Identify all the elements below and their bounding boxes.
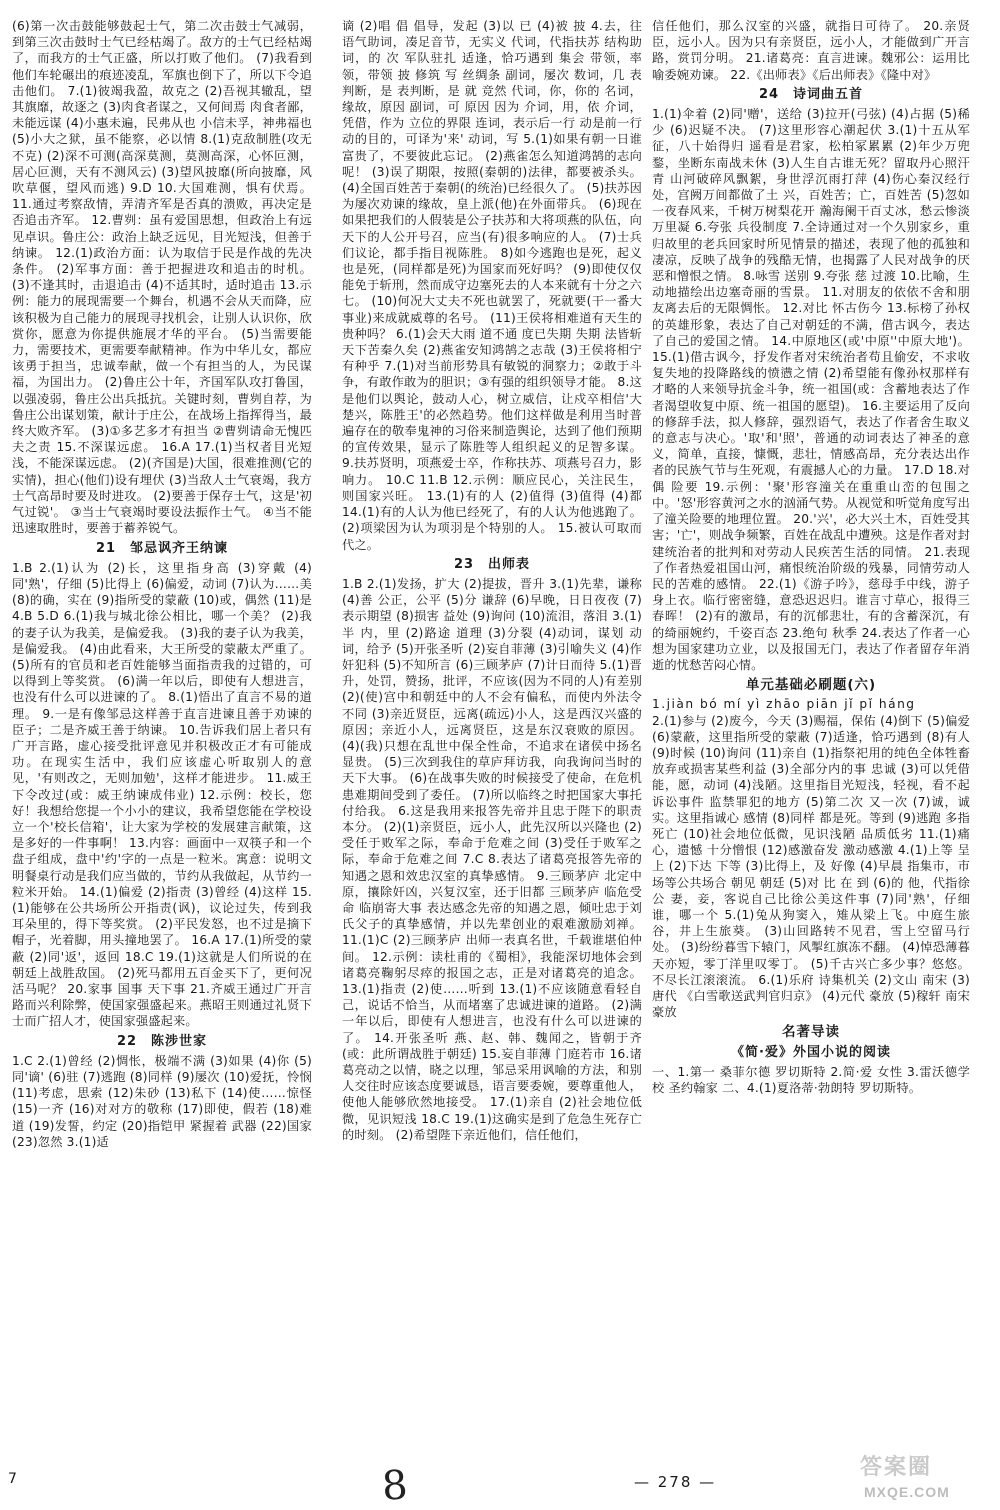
section-heading-unit-review: 单元基础必刷题(六) bbox=[745, 677, 877, 694]
answer-text-block: 1.(1)伞着 (2)同'赠'，送给 (3)拉开(弓弦) (4)占据 (5)稀少 (6)迟疑不决。 (7)这里形容心潮起伏 3.(1)十五从军征，八十始得归 遥看是君家，松柏冢累累 (2)年少万兜鍪，坐断东南战未休 (3)人生自古谁无死？留取丹心照汗青 山河破碎风飘絮，身世浮沉雨打萍 (4)伤心秦汉经行处，宫阙万间都做了土 兴，百姓苦；亡，百姓苦 (5)忽如一夜春风来，千树万树梨花开 瀚海阑干百丈冰，愁云惨淡万里凝 6.夸张 兵役制度 7.全诗通过对一个久别家乡，重归故里的老兵回家时所见情景的描述，表现了他的孤独和凄凉，反映了战争的残酷无情，也揭露了人民对战争的厌恶和憎恨之情。 8.咏雪 送别 9.夸张 慈 过渡 10.比喻，生动地描绘出边塞奇丽的雪景。 11.对朋友的依依不舍和朋友离去后的无限惆怅。 12.对比 怀古伤今 13.标榜了孙权的英雄形象，表达了自己对朝廷的不满，借古讽今，表达了自己的爱国之情。 14.中原地区(或'中原''中原大地')。 15.(1)借古讽今，抒发作者对宋统治者苟且偷安，不求收复失地的投降路线的愤懑之情 (2)希望能有像孙权那样有才略的人来领导抗金斗争，统一祖国(或：含蓄地表达了作者渴望收复中原、统一祖国的愿望)。 16.主要运用了反向的修辞手法，拟人修辞，强烈语气，表达了作者舍生取义的意志与决心。'取'和'照'，普通的动词表达了神圣的意义，简单，直接，慷慨，悲壮，情感高昂，充分表达出作者的民族气节与生死观，有震撼人心的力量。 17.D 18.对偶 险要 19.示例：'聚'形容潼关在重重山峦的包围之中。'怒'形容黄河之水的汹涌气势。从视觉和听觉角度写出了潼关险要的地理位置。 20.'兴'，必大兴土木，百姓受其害；'亡'，则战争频繁，百姓在战乱中遭殃。这是作者对封建统治者的批判和对劳动人民疾苦生活的同情。 21.表现了作者热爱祖国山河，痛恨统治阶级的残暴，同情劳动人民的苦难的感情。 22.(1)《游子吟》，慈母手中线，游子身上衣。临行密密缝，意恐迟迟归。谁言寸草心，报得三春晖！ (2)有的激昂，有的沉郁悲壮，有的含蓄深沉，有的绮丽婉约，千姿百态 23.绝句 秋季 24.表达了作者一心想为国家建功立业，以及报国无门，表达了作者留存年消逝的忧愁苦闷心情。 bbox=[652, 107, 970, 672]
section-heading-23: 23 出师表 bbox=[453, 556, 531, 572]
answer-column-middle bbox=[342, 18, 642, 1436]
answer-text-block: 1.C 2.(1)曾经 (2)惆怅，极端不满 (3)如果 (4)你 (5)同'谪' (6)驻 (7)逃跑 (8)同样 (9)屡次 (10)爱抚，怜悯 (11)考虑，思索 (12)朱砂 (13)私下 (14)使……惊怪 (15)一齐 (16)对对方的敬称 (17)即使，假若 (18)难道 (19)发誓，约定 (20)指铠甲 紧握着 武器 (22)国家 (23)忽然 3.(1)适 bbox=[12, 1053, 312, 1149]
answer-text-block: 信任他们，那么汉室的兴盛，就指日可待了。 20.亲贤臣，远小人。因为只有亲贤臣，远小人，才能做到广开言路，赏罚分明。 21.诸葛亮：直言进谏。魏邪公：运用比喻委婉劝谏。 22.《出师表》《后出师表》《隆中对》 bbox=[652, 19, 970, 82]
page-number: — 278 — bbox=[634, 1473, 717, 1491]
watermark-text: 答案圈 bbox=[860, 1455, 933, 1480]
answer-text-block: 1.B 2.(1)发扬，扩大 (2)提拔，晋升 3.(1)先辈，谦称 (4)善 公正，公平 (5)分 谦辞 (6)早晚，日日夜夜 (7)表示期望 (8)损害 益处 (9)询问 (10)流泪，落泪 3.(1)半 内，里 (2)路途 道理 (3)分裂 (4)动词，谋划 动词，给予 (5)开张圣听 (2)妄自菲薄 (3)引喻失义 (4)作奸犯科 (5)不知所言 (6)三顾茅庐 (7)计日而待 5.(1)晋升，处罚，赞扬，批评，不应该(因为不同的人)有差别 (2)(使)宫中和朝廷中的人不会有偏私，而使内外法令不同 (3)亲近贤臣，远离(疏远)小人，这是西汉兴盛的原因；亲近小人，远离贤臣，这是东汉衰败的原因。 (4)(我)只想在乱世中保全性命，不追求在诸侯中扬名显贵。 (5)三次到我住的草庐拜访我，向我询问当时的天下大事。 (6)在战事失败的时候接受了使命，在危机患难期间受到了委任。 (7)所以临终之时把国家大事托付给我。 6.这是我用来报答先帝并且忠于陛下的职责本分。 (2)(1)亲贤臣，远小人，此先汉所以兴隆也 (2)受任于败军之际，奉命于危难之间 (3)受任于败军之际，奉命于危难之间 7.C 8.表达了诸葛亮报答先帝的知遇之恩和效忠汉室的真挚感情。 9.三顾茅庐 北定中原，攘除奸凶，兴复汉室，还于旧都 三顾茅庐 临危受命 临崩寄大事 表达感念先帝的知遇之恩，倾吐忠于刘氏父子的真挚感情，并以先辈创业的艰难激励刘禅。 11.(1)C (2)三顾茅庐 出师一表真名世，千载谁堪伯仲间。 12.示例：读杜甫的《蜀相》，我能深切地体会到诸葛亮鞠躬尽瘁的报国之志，正是对诸葛亮的追念。 13.(1)指责 (2)使……听到 13.(1)不应该随意看轻自己，说话不恰当，从而堵塞了忠诚进谏的道路。 (2)满一年以后，即使有人想进言，也没有什么可以进谏的了。 14.开张圣听 燕、赵、韩、魏闻之，皆朝于齐(或：此所谓战胜于朝廷) 15.妄自菲薄 门庭若市 16.诸葛亮动之以情，晓之以理，邹忌采用讽喻的方法，和别人交往时应该态度要诚恳，语言要委婉，要尊重他人，使他人能够欣然地接受。 17.(1)亲自 (2)社会地位低微，见识短浅 18.C 19.(1)这确实是到了危急生死存亡的时刻。 (2)希望陛下亲近他们，信任他们， bbox=[342, 576, 642, 1142]
answer-text-block: 一、1.第一 桑菲尔德 罗切斯特 2.简·爱 女性 3.雷沃德学校 圣约翰家 二、4.(1)夏洛蒂·勃朗特 罗切斯特。 bbox=[652, 1064, 970, 1095]
answer-text-block: 2.(1)参与 (2)废今，今天 (3)赐福，保佑 (4)倒下 (5)偏爱 (6)蒙蔽，这里指所受的蒙蔽 (7)适逢，恰巧遇到 (8)有人 (9)时候 (10)询问 (11)亲自 (1)指祭祀用的纯色全体牲畜 放弃或损害某些利益 (3)全部分内的事 忠诚 (3)可以凭借 能，愿，动词 (4)浅陋。这里指目光短浅，轻视，看不起 诉讼事件 监禁罪犯的地方 (5)第二次 又一次 (7)诚，诚实。这里指诚心 感情 (8)同样 都是死。等到 (9)逃跑 多指死亡 (10)社会地位低微，见识浅陋 品质低劣 11.(1)痛心，遗憾 十分憎恨 (12)感激奋发 激动感激 4.(1)上等 呈上 (2)下达 下等 (3)比得上，及 好像 (4)早晨 指集市，市场等公共场合 朝见 朝廷 (5)对 比 在 到 (6)的 他，代指徐公 妻，妾，客说自己比徐公美这件事 (7)同'熟'，仔细 谁，哪一个 5.(1)兔从狗窦入，雉从梁上飞。中庭生旅谷，井上生旅葵。 (3)山回路转不见君，雪上空留马行处。 (3)纷纷暮雪下辕门，风掣红旗冻不翻。 (4)悼恐薄暮天亦短，零丁洋里叹零丁。 (5)千古兴亡多少事？悠悠。不尽长江滚滚流。 6.(1)乐府 诗集机关 (2)文山 南宋 (3)唐代 《白雪歌送武判官归京》 (4)元代 豪放 (5)稼轩 南宋 豪放 bbox=[652, 713, 970, 1020]
margin-mark: 7 bbox=[8, 1471, 17, 1487]
answer-text-block: (6)第一次击鼓能够鼓起士气，第二次击鼓士气减弱，到第三次击鼓时士气已经枯竭了。敌方的士气已经枯竭了，而我方的士气正盛，所以打败了他们。 (7)我看到他们车轮碾出的痕迹凌乱，军旗也倒下了，所以下令追击他们。 7.(1)彼竭我盈，故克之 (2)吾视其辙乱，望其旗靡，故逐之 (3)肉食者谋之，又何间焉 肉食者鄙，未能远谋 (4)小惠未遍，民弗从也 小信未孚，神弗福也 (5)小大之狱，虽不能察，必以情 8.(1)克敌制胜(攻无不克) (2)深不可测(高深莫测，莫测高深，心怀叵测，居心叵测，天有不测风云) (3)望风披靡(所向披靡，风吹草偃，望风而逃) 9.D 10.大国难测，惧有伏焉。 11.通过考察敌情，弄清齐军是否真的溃败，再决定是否追击齐军。 12.曹刿：虽有爱国思想，但政治上有远见卓识。鲁庄公：政治上缺乏远见，目光短浅，但善于纳谏。 12.(1)政治方面：认为取信于民是作战的先决条件。 (2)军事方面：善于把握进攻和追击的时机。 (3)不逢其时，击退追击 (4)不适其时，适时追击 13.示例：能力的展现需要一个舞台，机遇不会从天而降，应该积极为自己能力的展现寻找机会，让别人认识你，欣赏你，愿意为你提供施展才华的平台。 (5)当需要能力，需要技术，更需要奉献精神。作为中华儿女，都应该勇于担当，忠诚奉献，做一个有担当的人，为民谋福，为国出力。 (2)鲁庄公十年，齐国军队攻打鲁国，以强凌弱，鲁庄公出兵抵抗。关键时刻，曹刿自荐，为鲁庄公出谋划策，献计于庄公，在战场上指挥得当，最终大败齐军。 (3)①多艺多才有担当 ②曹刿请命无愧匹夫之责 15.不深谋远虑。 16.A 17.(1)当权者目光短浅，不能深谋远虑。 (2)(齐国是)大国，很难推测(它的实情)，担心(他们)设有埋伏 (3)当敌人士气衰竭，我方士气高昂时要及时进攻。 (2)要善于保存士气，这是'初气过锐'。 ③当士气衰竭时要设法振作士气。 ④当不能迅速取胜时，要善于蓄养锐气。 bbox=[12, 19, 312, 536]
section-subheading-jane-eyre: 《简·爱》外国小说的阅读 bbox=[731, 1044, 891, 1060]
answer-text-block: 1.B 2.(1)认为 (2)长，这里指身高 (3)穿戴 (4)同'熟'，仔细 (5)比得上 (6)偏爱，动词 (7)认为……美 (8)的确，实在 (9)指所受的蒙蔽 (10)或，偶然 (11)是 4.B 5.D 6.(1)我与城北徐公相比，哪一个美？ (2)我的妻子认为我美，是偏爱我。 (3)我的妻子认为我美，是偏爱我。 (4)由此看来，大王所受的蒙蔽太严重了。 (5)所有的官员和老百姓能够当面指责我的过错的，可以得到上等奖赏。 (6)满一年以后，即使有人想进言，也没有什么可以进谏的了。 8.(1)悟出了直言不易的道理。 9.一是有像邹忌这样善于直言进谏且善于劝谏的臣子；二是齐威王善于纳谏。 10.告诉我们居上者只有广开言路，虚心接受批评意见并积极改正才有可能成功。在现实生活中，我们应该虚心听取别人的意见，'有则改之，无则加勉'，这样才能进步。 11.威王下令改过(或：威王纳谏成伟业) 12.示例：校长，您好！我想给您提一个小小的建议，我希望您能在学校设立一个'校长信箱'，让大家为学校的发展建言献策，这是多好的一件事啊！ 13.内容：画面中一双筷子和一个盘子组成，盘中'约'字的一点是一粒米。寓意：说明文明餐桌行动是我们应当做的，节约从我做起，从节约一粒米开始。 14.(1)偏爱 (2)指责 (3)曾经 (4)这样 15.(1)能够在公共场所公开指责(讽)，议论过失，传到我耳朵里的，得下等奖赏。 (2)平民发怒，也不过是摘下帽子，光着脚，用头撞地罢了。 16.A 17.(1)所受的蒙蔽 (2)同'返'，返回 18.C 19.(1)这就是人们所说的在朝廷上战胜敌国。 (2)死马都用五百金买下了，更何况活马呢？ 20.家事 国事 天下事 21.齐威王通过广开言路而兴利除弊，使国家强盛起来。燕昭王则通过礼贤下士而广招人才，使国家强盛起来。 bbox=[12, 560, 312, 1029]
section-heading-21: 21 邹忌讽齐王纳谏 bbox=[95, 540, 229, 556]
section-heading-24: 24 诗词曲五首 bbox=[758, 86, 864, 102]
answer-text-block: 谪 (2)唱 倡 倡导，发起 (3)以 已 (4)被 披 4.去，往 语气助词，凑足音节，无实义 代词，代指扶苏 结构助词，的 次 军队驻扎 适逢，恰巧遇到 集会 带领，率领，带领 披 修筑 写 丝绸条 副词，屡次 数词，几 表判断，是 表判断，是 就 竞然 代词，你，你的 名词，缘故，原因 副词，可 原因 因为 介词，用，依 介词，凭借，作为 立位的界限 连词，表示后一行 动是前一行动的目的，可译为'来' 动词，写 5.(1)如果有朝一日谁富贵了，不要彼此忘记。 (2)燕雀怎么知道鸿鹄的志向呢！ (3)误了期限，按照(秦朝的)法律，都要被杀头。 (4)全国百姓苦于秦朝(的统治)已经很久了。 (5)扶苏因为屡次劝谏的缘故，皇上派(他)在外面带兵。 (6)现在如果把我们的人假装是公子扶苏和大将项燕的队伍，向天下的人公开号召，应当(有)很多响应的人。 (7)士兵们议论，都手指目视陈胜。 8)如今逃跑也是死，起义也是死，(同样都是死)为国家而死好吗？ (9)即使仅仅能免于斩刑，然而成守边塞死去的人本来就有十分之六七。 (10)何况大丈夫不死也就罢了，死就要(干一番大事业)来成就威尊的名号。 (11)王侯将相难道有天生的贵种吗？ 6.(1)会天大雨 道不通 度已失期 失期 法皆斩 天下苦秦久矣 (2)燕雀安知鸿鹄之志哉 (3)王侯将相宁有种乎 7.(1)对当前形势具有敏锐的洞察力；②敢于斗争，有敢作敢为的胆识；③有强的组织领导才能。 8.这是他们以舆论，鼓动人心，树立威信，让戍卒相信'大楚兴，陈胜王'的必然趋势。他们这样做是利用当时普遍存在的敬奉鬼神的习俗来制造舆论，达到了他们预期的宣传效果，显示了陈胜等人组织起义的足智多谋。 9.扶苏贤明，项燕爱士卒，作称扶苏、项燕号召力，影响力。 10.C 11.B 12.示例：顺应民心，关注民生，则国家兴旺。 13.(1)有的人 (2)值得 (3)值得 (4)都 14.(1)有的人认为他已经死了，有的人认为他逃跑了。 (2)项梁因为认为项羽是个特别的人。 15.被认可取而代之。 bbox=[342, 19, 642, 552]
watermark-url: MXQE.COM bbox=[864, 1484, 950, 1500]
answer-column-right bbox=[652, 18, 970, 1388]
section-heading-22: 22 陈涉世家 bbox=[116, 1033, 208, 1049]
answer-column-left bbox=[12, 18, 312, 1436]
watermark-logo bbox=[860, 1450, 990, 1502]
pinyin-answers: 1.jiàn bó mí yì zhāo piān jǐ pǐ háng bbox=[652, 697, 916, 712]
section-heading-reading-guide: 名著导读 bbox=[782, 1024, 840, 1041]
handwritten-mark: 8 bbox=[380, 1462, 410, 1510]
